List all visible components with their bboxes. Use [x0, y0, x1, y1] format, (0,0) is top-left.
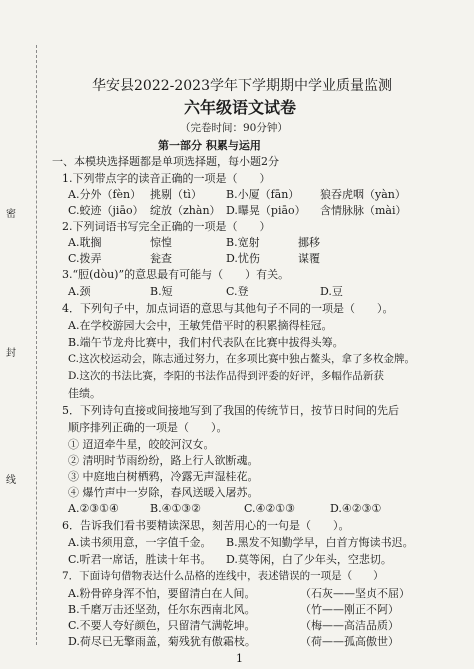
q7-option-c-note: （梅——高洁品质）: [300, 619, 399, 632]
q1-option-d: D.曝晃（piāo）: [226, 204, 306, 217]
q4-option-d-cont: 佳绩。: [68, 387, 101, 400]
q7-option-d-note: （荷——孤高傲世）: [300, 635, 399, 648]
q5-option-b: B.④①③②: [150, 502, 202, 515]
q1-option-c: C.蛟迹（jiāo）: [68, 204, 144, 217]
q5-poem-line-3: ③ 中庭地白树栖鸦，冷露无声湿桂花。: [68, 470, 259, 483]
exam-title: 华安县2022-2023学年下学期期中学业质量监测: [92, 78, 392, 94]
q6-option-d: D.莫等闲，白了少年头，空悲切。: [226, 553, 392, 566]
q5-poem-line-4: ④ 爆竹声中一岁除，春风送暖入屠苏。: [68, 486, 259, 499]
q5-option-c: C.④②①③: [244, 502, 295, 515]
q7-option-b-note: （竹——刚正不阿）: [300, 603, 399, 616]
q2-option-b-2: 挪移: [298, 236, 320, 249]
binding-char-feng: 封: [6, 348, 16, 359]
q5-poem-line-1: ① 迢迢牵牛星，皎皎河汉女。: [68, 438, 215, 451]
q7-option-d: D.荷尽已无擎雨盖，菊残犹有傲霜枝。: [68, 635, 256, 648]
q3-stem: 3.“脰(dòu)”的意思最有可能与（ ）有关。: [62, 268, 290, 281]
q2-stem: 2.下列词语书写完全正确的一项是（ ）: [62, 220, 271, 233]
q6-option-c: C.听君一席话，胜读十年书。: [68, 553, 212, 566]
q5-stem: 5．下列诗句直接或间接地写到了我国的传统节日，按节日时间的先后: [62, 404, 399, 417]
q1-option-d-2: 含情脉脉（mài）: [320, 204, 407, 217]
page-number: 1: [236, 652, 243, 665]
q1-option-a-2: 挑剔（tì）: [150, 188, 202, 201]
q4-option-b: B.端午节龙舟比赛中，我们村代表队在比赛中拔得头筹。: [68, 336, 344, 349]
q2-option-c-2: 瓮查: [150, 252, 172, 265]
q4-stem: 4．下列句子中，加点词语的意思与其他句子不同的一项是（ ）。: [62, 302, 394, 315]
q1-option-b: B.小厦（fān）: [226, 188, 300, 201]
q3-option-d: D.豆: [320, 285, 343, 298]
q6-option-a: A.读书须用意，一字值千金。: [68, 536, 212, 549]
q7-option-c: C.不要人夸好颜色，只留清气满乾坤。: [68, 619, 256, 632]
q4-option-a: A.在学校游园大会中，王敏凭借平时的积累摘得桂冠。: [68, 319, 333, 332]
q7-option-b: B.千磨万击还坚劲，任尔东西南北风。: [68, 603, 256, 616]
q4-option-c: C.这次校运动会，陈志通过努力，在多项比赛中独占鳌头，拿了多枚金牌。: [68, 353, 415, 365]
q2-option-d: D.忧伤: [226, 252, 260, 265]
q7-option-a-note: （石灰——坚贞不屈）: [300, 587, 410, 600]
q7-stem: 7．下面诗句借物表达什么品格的连线中，表述错误的一项是（ ）: [62, 570, 384, 582]
q3-option-a: A.颈: [68, 285, 91, 298]
q3-option-b: B.短: [150, 285, 173, 298]
q1-option-b-2: 狼吞虎咽（yàn）: [320, 188, 406, 201]
q5-poem-line-2: ② 清明时节雨纷纷，路上行人欲断魂。: [68, 454, 259, 467]
q3-option-c: C.登: [226, 285, 249, 298]
binding-char-xian: 线: [6, 475, 16, 486]
q5-option-a: A.②③①④: [68, 502, 119, 515]
q5-stem-cont: 顺序排列正确的一项是（ ）。: [68, 421, 228, 434]
part-title: 第一部分 积累与运用: [158, 139, 261, 152]
q1-option-c-2: 绽放（zhàn）: [150, 204, 221, 217]
binding-char-mi: 密: [6, 209, 16, 220]
exam-time-note: （完卷时间：90分钟）: [180, 122, 288, 134]
section-heading: 一、本模块选择题都是单项选择题，每小题2分: [52, 155, 279, 168]
q2-option-a: A.耽搁: [68, 236, 102, 249]
exam-subtitle: 六年级语文试卷: [184, 98, 297, 117]
q6-option-b: B.黑发不知勤学早，白首方悔读书迟。: [226, 536, 414, 549]
q2-option-a-2: 惊惶: [150, 236, 172, 249]
q6-stem: 6．告诉我们看书要精读深思，刻苦用心的一句是（ ）。: [62, 519, 350, 532]
q2-option-d-2: 谋覆: [298, 252, 320, 265]
q1-option-a: A.分外（fèn）: [68, 188, 142, 201]
q2-option-b: B.宽射: [226, 236, 260, 249]
q2-option-c: C.拨弄: [68, 252, 102, 265]
binding-line: [36, 45, 37, 645]
q4-option-d: D.这次的书法比赛，李阳的书法作品得到评委的好评，多幅作品新获: [68, 370, 384, 382]
q5-option-d: D.④②③①: [330, 502, 382, 515]
q7-option-a: A.粉骨碎身浑不怕，要留清白在人间。: [68, 587, 256, 600]
q1-stem: 1.下列带点字的读音正确的一项是（ ）: [62, 172, 271, 185]
